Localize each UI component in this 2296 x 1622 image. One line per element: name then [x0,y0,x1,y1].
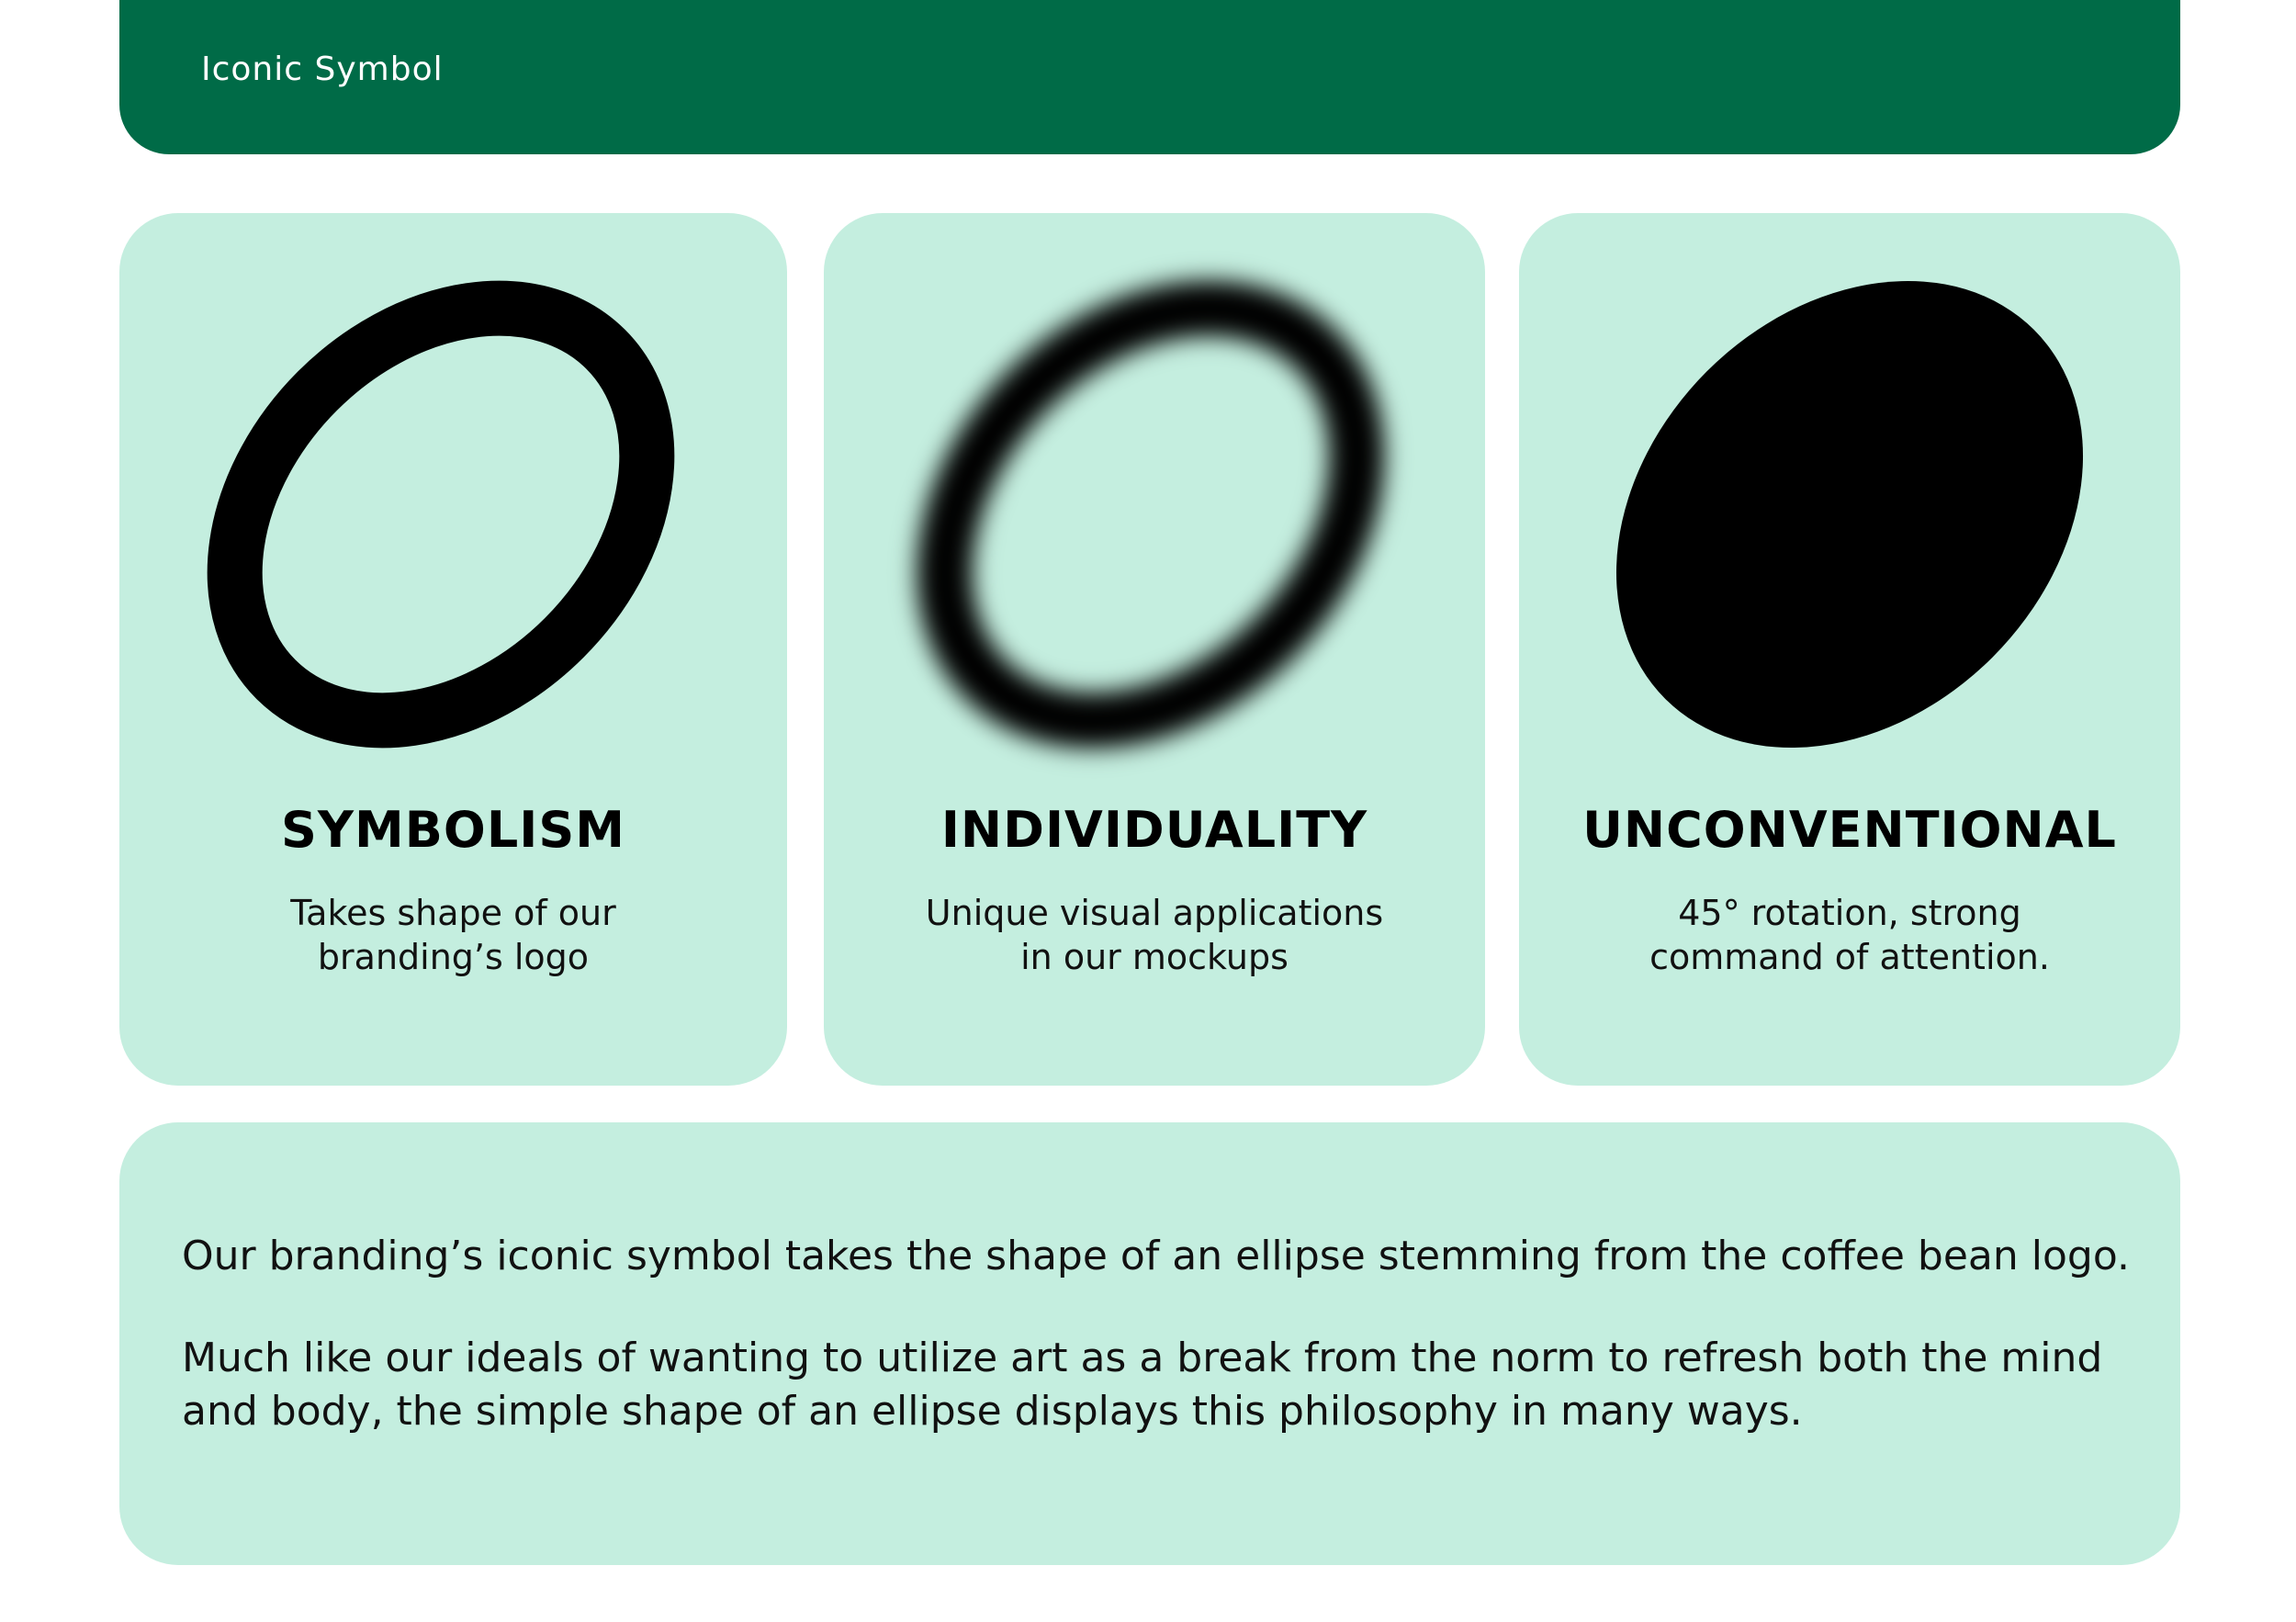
ellipse-filled-icon [1519,213,2180,727]
card-individuality [824,213,1485,1086]
card-title: UNCONVENTIONAL [1582,801,2117,859]
card-description-line: Takes shape of our [290,893,616,933]
info-paragraph [182,1332,2102,1438]
card-title: INDIVIDUALITY [940,801,1368,859]
card-symbolism [119,213,787,1086]
card-description-line: branding’s logo [317,937,590,977]
info-paragraph: Our branding’s iconic symbol takes the shape of an ellipse stemming from the coffee bean logo. [182,1233,2130,1279]
card-description [1519,891,2180,979]
card-unconventional [1519,213,2180,1086]
card-title: SYMBOLISM [281,801,625,859]
card-description [824,891,1485,979]
info-paragraph-line: Much like our ideals of wanting to utilize art as a break from the norm to refresh both the mind [182,1335,2103,1381]
page-title: Iconic Symbol [201,51,444,88]
card-description [119,891,787,979]
card-description-line: 45° rotation, strong [1678,893,2021,933]
ellipse-outline-icon [119,213,787,727]
info-panel [119,1122,2180,1565]
card-description-line: command of attention. [1649,937,2050,977]
card-description-line: in our mockups [1020,937,1289,977]
header-bar [119,0,2180,154]
ellipse-blurred-outline-icon [824,213,1485,727]
card-description-line: Unique visual applications [925,893,1384,933]
info-paragraph-line: and body, the simple shape of an ellipse displays this philosophy in many ways. [182,1388,1803,1435]
